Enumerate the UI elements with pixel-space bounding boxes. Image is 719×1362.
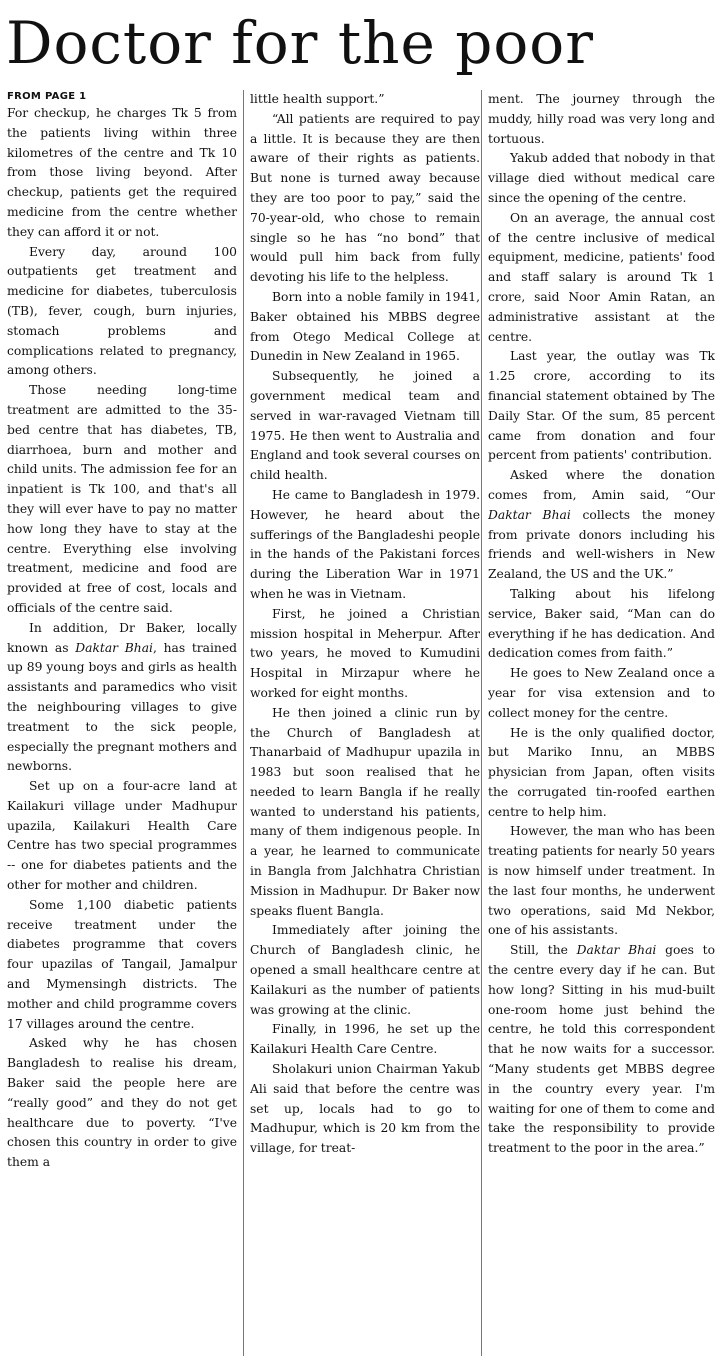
- nickname: Daktar Bhai: [576, 943, 657, 958]
- paragraph: However, the man who has been treating patients for nearly 50 years is now himself under treatment. In the last four months, he underwent two operations, said Md Nekbor, one of his assistants.: [488, 824, 715, 938]
- paragraph: Talking about his lifelong service, Baker said, “Man can do everything if he has dedication. And dedication comes from faith.”: [488, 586, 715, 661]
- paragraph: He goes to New Zealand once a year for visa extension and to collect money for the centre.: [488, 666, 715, 720]
- paragraph: Last year, the outlay was Tk 1.25 crore, according to its financial statement obtained by The Daily Star. Of the sum, 85 percent came from donation and four percent from patients' contribution.: [488, 349, 715, 463]
- paragraph: On an average, the annual cost of the centre inclusive of medical equipment, medicine, patients' food and staff salary is around Tk 1 crore, said Noor Amin Ratan, an administrative assistant at the centre.: [488, 210, 715, 344]
- paragraph: Born into a noble family in 1941, Baker obtained his MBBS degree from Otego Medical College at Dunedin in New Zealand in 1965.: [250, 289, 480, 364]
- article-column-3: [488, 90, 715, 1358]
- paragraph: He is the only qualified doctor, but Mariko Innu, an MBBS physician from Japan, often visits the corrugated tin-roofed earthen centre to help him.: [488, 725, 715, 819]
- paragraph: Some 1,100 diabetic patients receive treatment under the diabetes programme that covers four upazilas of Tangail, Jamalpur and Mymensingh districts. The mother and child programme covers 17 villages around the centre.: [7, 897, 237, 1031]
- paragraph: little health support.”: [250, 92, 385, 106]
- paragraph: First, he joined a Christian mission hospital in Meherpur. After two years, he moved to Kumudini Hospital in Mirzapur where he worked for eight months.: [250, 606, 480, 700]
- paragraph: In addition, Dr Baker, locally known as Daktar Bhai, has trained up 89 young boys and girls as health assistants and paramedics who visit the neighbouring villages to give treatment to the sick people, especially the pregnant mothers and newborns.: [7, 620, 237, 774]
- paragraph: Subsequently, he joined a government medical team and served in war-ravaged Vietnam till 1975. He then went to Australia and England and took several courses on child health.: [250, 369, 480, 483]
- paragraph: Sholakuri union Chairman Yakub Ali said that before the centre was set up, locals had to go to Madhupur, which is 20 km from the village, for treat-: [250, 1062, 480, 1156]
- column-divider: [243, 90, 244, 1356]
- nickname: Daktar Bhai: [488, 507, 571, 522]
- paragraph: Still, the Daktar Bhai goes to the centre every day if he can. But how long? Sitting in his mud-built one-room home just behind the centre, he told this correspondent that he now waits for a successor. “Many students get MBBS degree in the country every year. I'm waiting for one of them to come and take the responsibility to provide treatment to the poor in the area.”: [488, 943, 715, 1156]
- jump-label: FROM PAGE 1: [7, 91, 87, 102]
- paragraph: “All patients are required to pay a little. It is because they are then aware of their rights as patients. But none is turned away because they are too poor to pay,” said the 70-year-old, who chose to remain single so he has “no bond” that would pull him back from fully devoting his life to the helpless.: [250, 111, 480, 285]
- paragraph: Those needing long-time treatment are admitted to the 35-bed centre that has diabetes, TB, diarrhoea, burn and mother and child units. The admission fee for an inpatient is Tk 100, and that's all they will ever have to pay no matter how long they have to stay at the centre. Everything else involving treatment, medicine and food are provided at free of cost, locals and officials of the centre said.: [7, 383, 237, 615]
- nickname: Daktar Bhai: [75, 640, 153, 655]
- paragraph: ment. The journey through the muddy, hilly road was very long and tortuous.: [488, 92, 715, 146]
- headline: Doctor for the poor: [6, 9, 594, 77]
- article-column-1: [7, 90, 237, 1358]
- paragraph: Finally, in 1996, he set up the Kailakuri Health Care Centre.: [250, 1022, 480, 1057]
- paragraph: For checkup, he charges Tk 5 from the patients living within three kilometres of the centre and Tk 10 from those living beyond. After checkup, patients get the required medicine from the centre whether they can afford it or not.: [7, 106, 237, 239]
- paragraph: Every day, around 100 outpatients get treatment and medicine for diabetes, tuberculosis (TB), fever, cough, burn injuries, stomach problems and complications related to pregnancy, among others.: [7, 244, 237, 378]
- paragraph: Asked where the donation comes from, Amin said, “Our Daktar Bhai collects the money from private donors including his friends and well-wishers in New Zealand, the US and the UK.”: [488, 468, 715, 582]
- paragraph: Yakub added that nobody in that village died without medical care since the opening of the centre.: [488, 151, 715, 205]
- paragraph: Set up on a four-acre land at Kailakuri village under Madhupur upazila, Kailakuri Health Care Centre has two special programmes -- one for diabetes patients and the other for mother and children.: [7, 779, 237, 893]
- paragraph: Asked why he has chosen Bangladesh to realise his dream, Baker said the people here are “really good” and they do not get healthcare due to poverty. “I've chosen this country in order to give them a: [7, 1036, 237, 1170]
- article-column-2: [250, 90, 480, 1358]
- paragraph: He came to Bangladesh in 1979. However, he heard about the sufferings of the Bangladeshi people in the hands of the Pakistani forces during the Liberation War in 1971 when he was in Vietnam.: [250, 487, 480, 601]
- paragraph: He then joined a clinic run by the Church of Bangladesh at Thanarbaid of Madhupur upazila in 1983 but soon realised that he needed to learn Bangla if he really wanted to understand his patients, many of them indigenous people. In a year, he learned to communicate in Bangla from Jalchhatra Christian Mission in Madhupur. Dr Baker now speaks fluent Bangla.: [250, 705, 480, 918]
- column-divider: [481, 90, 482, 1356]
- paragraph: Immediately after joining the Church of Bangladesh clinic, he opened a small healthcare centre at Kailakuri as the number of patients was growing at the clinic.: [250, 923, 480, 1017]
